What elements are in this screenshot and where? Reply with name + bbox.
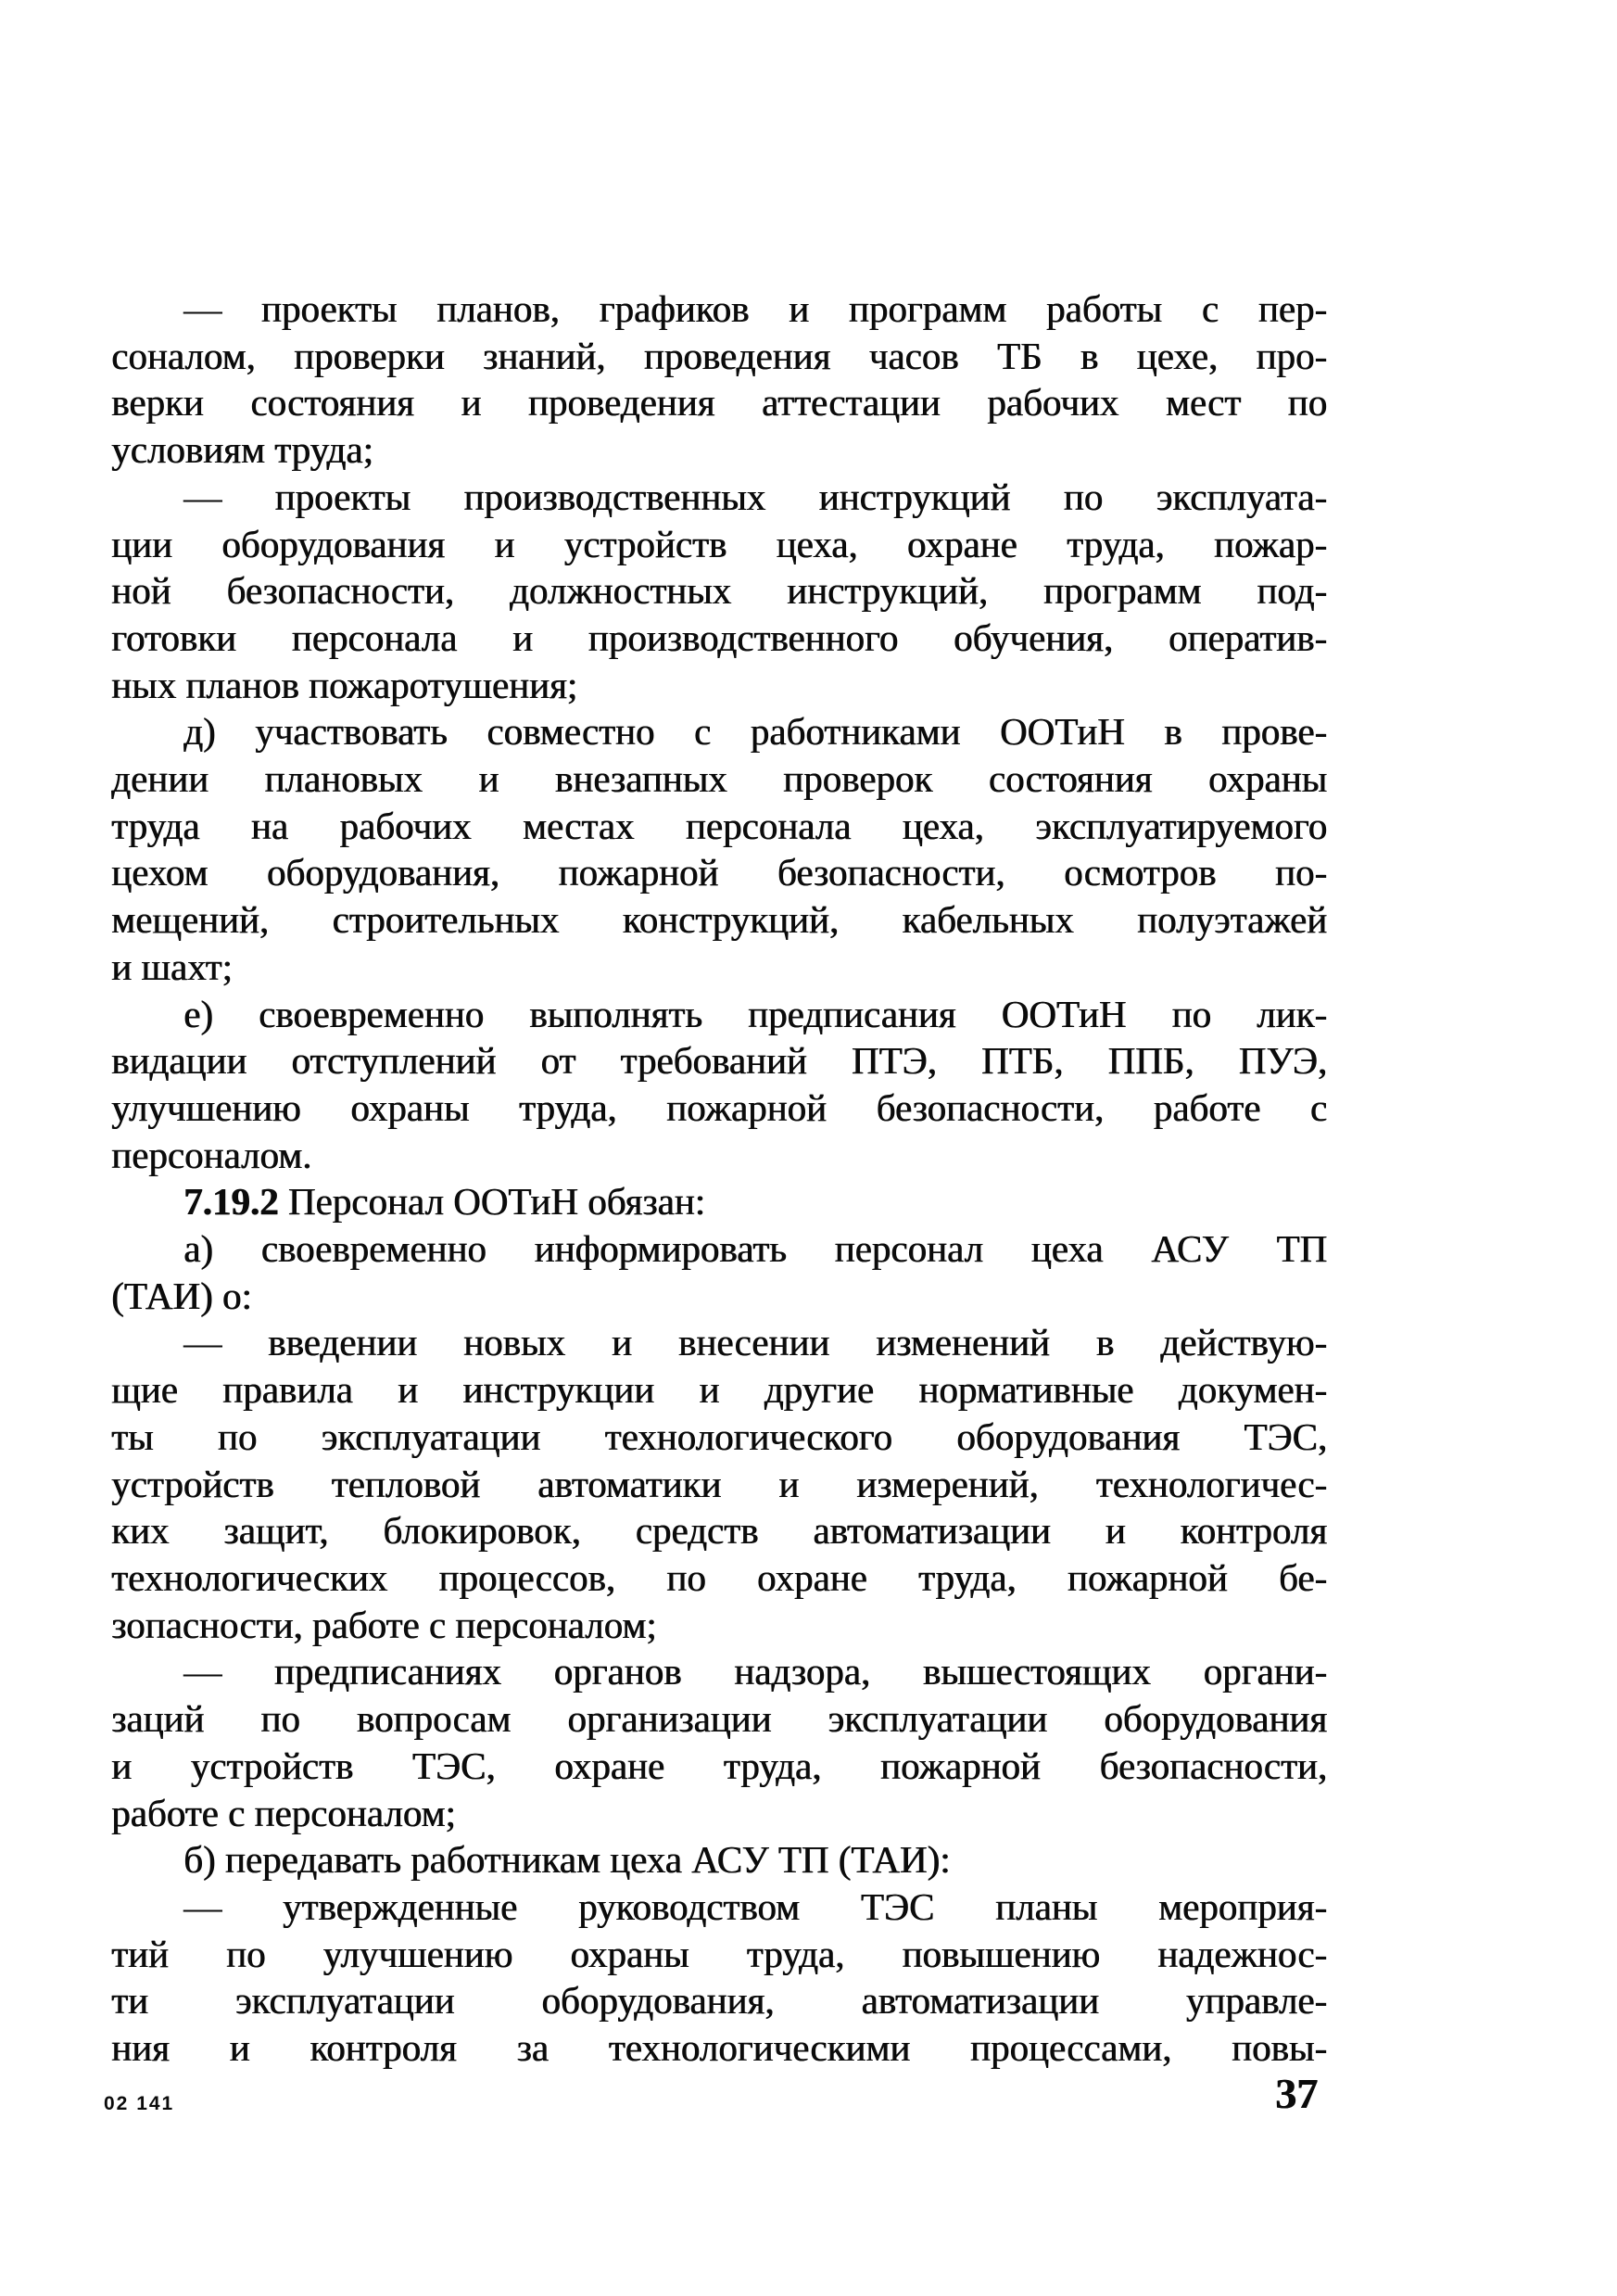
text-line: цехом оборудования, пожарной безопасности, осмотров по- bbox=[111, 851, 1327, 894]
text-line: и устройств ТЭС, охране труда, пожарной безопасности, bbox=[111, 1744, 1327, 1787]
text-line: труда на рабочих местах персонала цеха, эксплуатируемого bbox=[111, 804, 1327, 847]
page-number: 37 bbox=[1275, 2070, 1318, 2117]
text-line: заций по вопросам организации эксплуатации оборудования bbox=[111, 1697, 1327, 1741]
text-line: тий по улучшению охраны труда, повышению надежнос- bbox=[111, 1932, 1327, 1975]
text-line: ных планов пожаротушения; bbox=[111, 663, 578, 706]
text-line: ких защит, блокировок, средств автоматизации и контроля bbox=[111, 1509, 1327, 1553]
text-line: и шахт; bbox=[111, 945, 233, 988]
text-line: ной безопасности, должностных инструкций, программ под- bbox=[111, 569, 1327, 613]
section-number: 7.19.2 bbox=[183, 1180, 279, 1224]
text-block bbox=[111, 285, 1327, 2072]
text-line: устройств тепловой автоматики и измерений, технологичес- bbox=[111, 1462, 1327, 1505]
text-line: улучшению охраны труда, пожарной безопасности, работе с bbox=[111, 1085, 1327, 1129]
text-line: мещений, строительных конструкций, кабельных полуэтажей bbox=[111, 898, 1327, 942]
text-line: видации отступлений от требований ПТЭ, ПТБ, ППБ, ПУЭ, bbox=[111, 1039, 1327, 1083]
text-line: ции оборудования и устройств цеха, охране труда, пожар- bbox=[111, 522, 1327, 565]
text-line: — введении новых и внесении изменений в действую- bbox=[183, 1321, 1327, 1364]
text-line: условиям труда; bbox=[111, 428, 373, 472]
text-line: — предписаниях органов надзора, вышестоящих органи- bbox=[183, 1650, 1327, 1693]
text-line: соналом, проверки знаний, проведения часов ТБ в цехе, про- bbox=[111, 334, 1327, 377]
text-line: щие правила и инструкции и другие нормативные докумен- bbox=[111, 1368, 1327, 1412]
text-line: ты по эксплуатации технологического оборудования ТЭС, bbox=[111, 1414, 1327, 1458]
footer-code: 02 141 bbox=[104, 2093, 175, 2114]
text-line: д) участвовать совместно с работниками ООТиН в прове- bbox=[183, 710, 1327, 754]
text-line: а) своевременно информировать персонал цеха АСУ ТП bbox=[183, 1227, 1327, 1271]
text-line: ти эксплуатации оборудования, автоматизации управле- bbox=[111, 1979, 1327, 2023]
text-line: верки состояния и проведения аттестации рабочих мест по bbox=[111, 381, 1327, 425]
text-line: (ТАИ) о: bbox=[111, 1274, 252, 1317]
text-line: — проекты производственных инструкций по эксплуата- bbox=[183, 475, 1327, 518]
text-line: готовки персонала и производственного обучения, оператив- bbox=[111, 615, 1327, 659]
text-line: персоналом. bbox=[111, 1133, 312, 1176]
text-line: е) своевременно выполнять предписания ООТиН по лик- bbox=[183, 992, 1327, 1035]
text-line: дении плановых и внезапных проверок состояния охраны bbox=[111, 757, 1327, 801]
text-line: — утвержденные руководством ТЭС планы мероприя- bbox=[183, 1884, 1327, 1928]
text-line: технологических процессов, по охране труда, пожарной бе- bbox=[111, 1555, 1327, 1599]
text-line: б) передавать работникам цеха АСУ ТП (ТАИ): bbox=[183, 1838, 951, 1882]
text-line: ния и контроля за технологическими процессами, повы- bbox=[111, 2026, 1327, 2070]
text-line: 7.19.2 Персонал ООТиН обязан: bbox=[183, 1180, 705, 1224]
text-line: — проекты планов, графиков и программ работы с пер- bbox=[183, 287, 1327, 330]
text-line: зопасности, работе с персоналом; bbox=[111, 1603, 657, 1646]
text-line: работе с персоналом; bbox=[111, 1791, 456, 1834]
